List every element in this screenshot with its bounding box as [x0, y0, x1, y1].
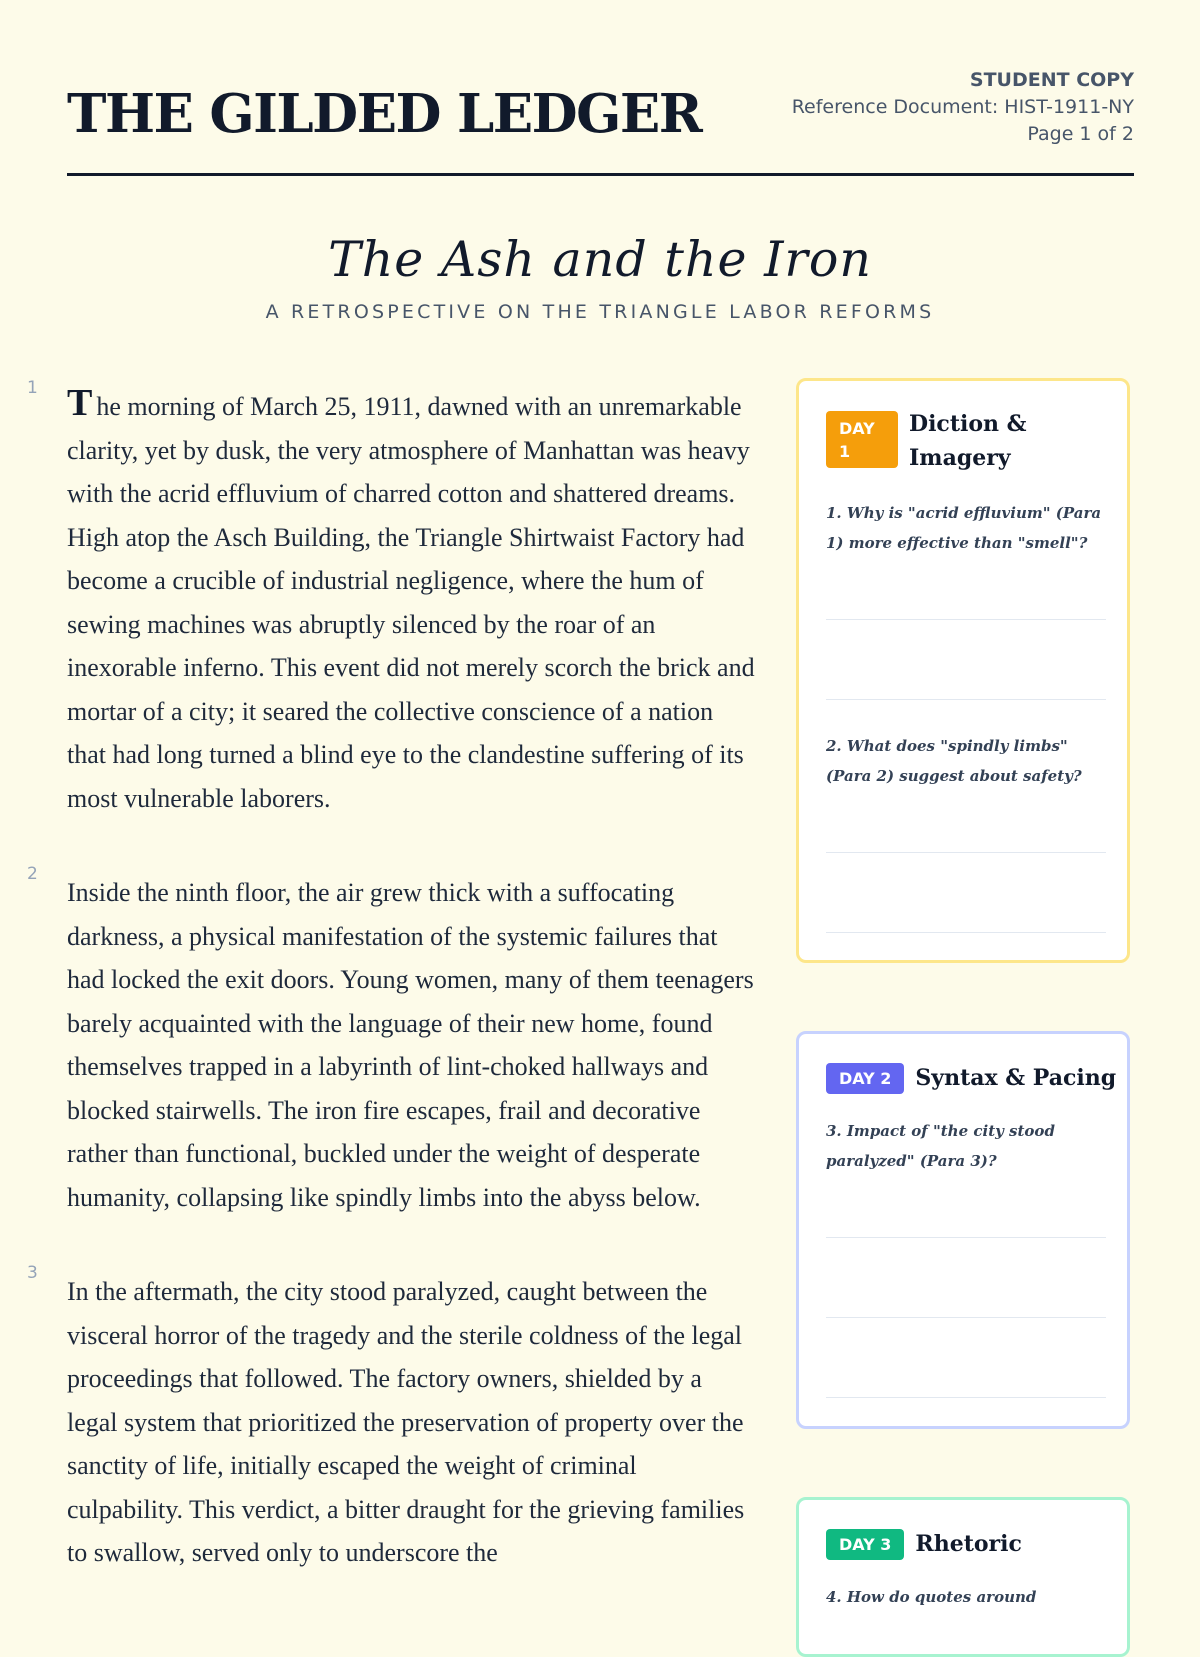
answer-line[interactable] [826, 1397, 1106, 1398]
question-4: 4. How do quotes around [826, 1588, 1037, 1606]
masthead [0, 0, 1200, 180]
article-title: The Ash and the Iron [328, 231, 872, 288]
day-3-card [796, 1497, 1130, 1657]
card-header [826, 1529, 1022, 1560]
card-header [826, 411, 1069, 475]
brand-title: THE GILDED LEDGER [67, 83, 702, 145]
header-divider [67, 173, 1134, 176]
question-3: 3. Impact of "the city stood paralyzed" (Para 3)? [826, 1122, 1055, 1170]
drop-cap: T [67, 382, 93, 424]
day-badge: DAY 3 [826, 1529, 904, 1560]
paragraph-number: 3 [27, 1263, 38, 1283]
question-2: 2. What does "spindly limbs" (Para 2) suggest about safety? [826, 737, 1082, 785]
card-header [826, 1063, 1116, 1094]
card-title: Rhetoric [915, 1531, 1022, 1557]
reference-id: Reference Document: HIST-1911-NY [791, 96, 1134, 118]
card-title: Diction & Imagery [909, 411, 1027, 471]
day-badge: DAY 2 [826, 1063, 904, 1094]
day-2-card [796, 1031, 1130, 1429]
answer-line[interactable] [826, 1317, 1106, 1318]
document-meta [792, 67, 1134, 148]
answer-line[interactable] [826, 852, 1106, 853]
page-indicator: Page 1 of 2 [1027, 123, 1134, 145]
answer-line[interactable] [826, 699, 1106, 700]
paragraph-1 [27, 378, 757, 820]
paragraph-text: he morning of March 25, 1911, dawned with an unremarkable clarity, yet by dusk, the very atmosphere of Manhattan was heavy with the acrid effluvium of charred cotton and shattered dreams. High atop the Asch Building, the Triangle Shirtwaist Factory had become a crucible of industrial negligence, where the hum of sewing machines was abruptly silenced by the roar of an inexorable inferno. This event did not merely scorch the brick and mortar of a city; it seared the collective conscience of a nation that had long turned a blind eye to the clandestine suffering of its most vulnerable laborers. [67, 392, 755, 813]
day-badge: DAY 1 [826, 411, 898, 468]
answer-line[interactable] [826, 619, 1106, 620]
paragraph-text: Inside the ninth floor, the air grew thick with a suffocating darkness, a physical manifestation of the systemic failures that had locked the exit doors. Young women, many of them teenagers barely acquainted with the language of their new home, found themselves trapped in a labyrinth of lint-choked hallways and blocked stairwells. The iron fire escapes, frail and decorative rather than functional, buckled under the weight of desperate humanity, collapsing like spindly limbs into the abyss below. [67, 878, 754, 1212]
answer-line[interactable] [826, 1237, 1106, 1238]
article-body [27, 378, 757, 1626]
paragraph-text: In the aftermath, the city stood paralyzed, caught between the visceral horror of the tragedy and the sterile coldness of the legal proceedings that followed. The factory owners, shielded by a legal system that prioritized the preservation of property over the sanctity of life, initially escaped the weight of criminal culpability. This verdict, a bitter draught for the grieving families to swallow, served only to underscore the [67, 1277, 745, 1567]
paragraph-number: 2 [27, 864, 38, 884]
day-1-card [796, 378, 1130, 963]
paragraph-3 [27, 1263, 757, 1575]
question-1: 1. Why is "acrid effluvium" (Para 1) more effective than "smell"? [826, 504, 1102, 552]
card-title: Syntax & Pacing [915, 1065, 1117, 1091]
paragraph-number: 1 [27, 378, 38, 398]
copy-tag: STUDENT COPY [969, 69, 1134, 91]
article-subtitle: A RETROSPECTIVE ON THE TRIANGLE LABOR REFORMS [265, 301, 935, 323]
answer-line[interactable] [826, 932, 1106, 933]
paragraph-2 [27, 864, 757, 1219]
